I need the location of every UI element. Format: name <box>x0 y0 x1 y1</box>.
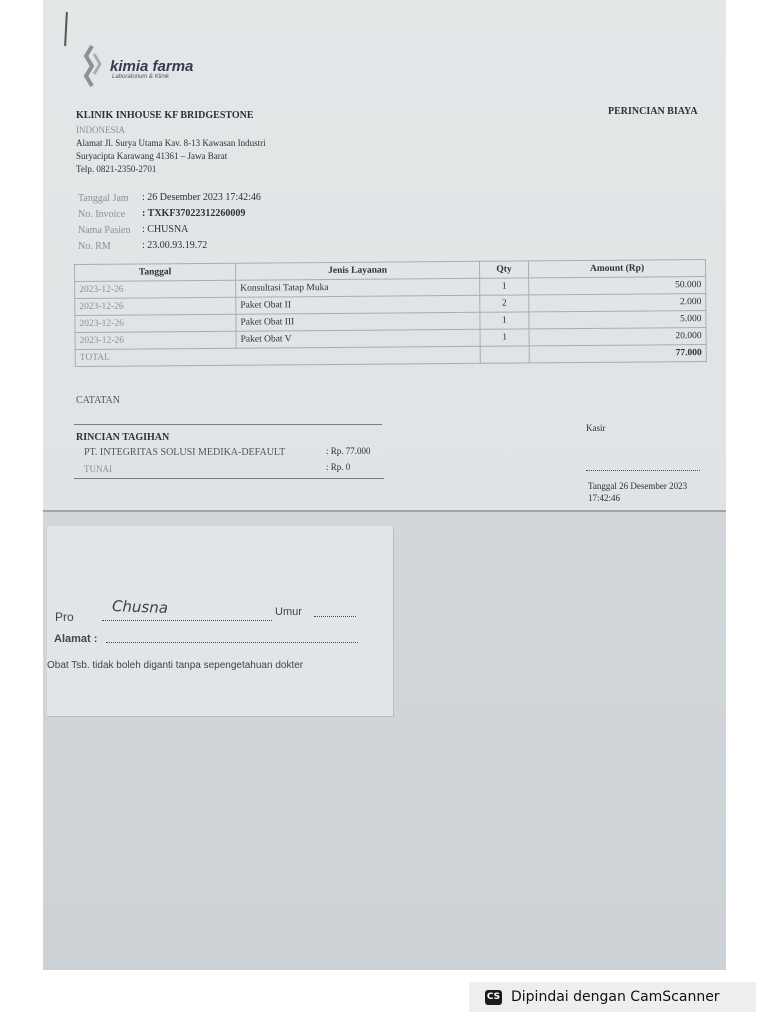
row-date: 2023-12-26 <box>75 280 236 298</box>
pro-handwritten-name: Chusna <box>111 597 169 617</box>
row-amount: 5.000 <box>529 311 706 329</box>
notes-divider <box>74 424 382 425</box>
row-qty: 1 <box>480 312 529 329</box>
pro-label: Pro <box>55 610 74 624</box>
date-label: Tanggal Jam <box>78 193 129 204</box>
kimia-farma-logo-icon <box>80 44 104 88</box>
billing-title: RINCIAN TAGIHAN <box>76 432 170 443</box>
billing-items-table <box>74 259 707 367</box>
header-service: Jenis Layanan <box>235 261 479 280</box>
patient-value: : CHUSNA <box>142 224 189 235</box>
camscanner-text: Dipindai dengan CamScanner <box>511 989 720 1005</box>
clinic-phone: Telp. 0821-2350-2701 <box>76 164 157 174</box>
billing-divider <box>74 478 384 479</box>
clinic-address-1: Alamat Jl. Surya Utama Kav. 8-13 Kawasan Industri <box>76 138 266 148</box>
notes-label: CATATAN <box>76 395 120 406</box>
row-qty: 1 <box>480 278 529 295</box>
logo-name: kimia farma <box>110 58 194 75</box>
pro-dotted-line <box>102 619 272 621</box>
camscanner-watermark <box>469 982 756 1012</box>
address-dotted-line <box>106 641 358 643</box>
total-qty-empty <box>480 346 529 363</box>
prescription-warning: Obat Tsb. tidak boleh diganti tanpa sepengetahuan dokter <box>47 660 304 671</box>
header-qty: Qty <box>479 261 528 278</box>
row-date: 2023-12-26 <box>75 297 236 315</box>
row-date: 2023-12-26 <box>75 314 236 332</box>
billing-balance-amount: : Rp. 0 <box>326 462 351 472</box>
address-label: Alamat : <box>54 633 98 645</box>
clinic-name: KLINIK INHOUSE KF BRIDGESTONE <box>76 110 254 121</box>
billing-payer: PT. INTEGRITAS SOLUSI MEDIKA-DEFAULT <box>84 447 286 458</box>
prescription-paper <box>47 526 394 717</box>
cashier-date-1: Tanggal 26 Desember 2023 <box>588 481 688 491</box>
clinic-country: INDONESIA <box>76 125 125 135</box>
invoice-value: : TXKF37022312260009 <box>142 208 246 219</box>
header-amount: Amount (Rp) <box>528 260 705 278</box>
row-service: Paket Obat V <box>236 329 480 348</box>
total-amount: 77.000 <box>529 345 706 363</box>
invoice-label: No. Invoice <box>78 209 126 220</box>
cashier-signature-line <box>586 469 700 471</box>
row-amount: 50.000 <box>529 277 706 295</box>
row-amount: 20.000 <box>529 328 706 346</box>
rm-label: No. RM <box>78 241 111 252</box>
cashier-label: Kasir <box>586 423 606 433</box>
rm-value: : 23.00.93.19.72 <box>142 240 208 251</box>
row-date: 2023-12-26 <box>75 331 236 349</box>
age-label: Umur <box>275 606 302 618</box>
row-service: Paket Obat II <box>236 295 480 314</box>
date-value: : 26 Desember 2023 17:42:46 <box>142 192 261 203</box>
logo-tagline: Laboratorium & Klinik <box>112 74 170 80</box>
camscanner-icon: CS <box>485 990 502 1005</box>
row-qty: 1 <box>480 329 529 346</box>
age-dotted-line <box>314 615 356 617</box>
row-service: Konsultasi Tatap Muka <box>236 278 480 297</box>
clinic-address-2: Suryacipta Karawang 41361 – Jawa Barat <box>76 151 228 161</box>
row-qty: 2 <box>480 295 529 312</box>
cashier-date-2: 17:42:46 <box>588 493 621 503</box>
document-title: PERINCIAN BIAYA <box>608 106 698 117</box>
row-amount: 2.000 <box>529 294 706 312</box>
billing-balance-label: TUNAI <box>84 464 112 474</box>
total-label: TOTAL <box>75 346 480 366</box>
billing-payer-amount: : Rp. 77.000 <box>326 446 371 456</box>
header-date: Tanggal <box>75 263 236 281</box>
row-service: Paket Obat III <box>236 312 480 331</box>
patient-label: Nama Pasien <box>78 225 131 236</box>
